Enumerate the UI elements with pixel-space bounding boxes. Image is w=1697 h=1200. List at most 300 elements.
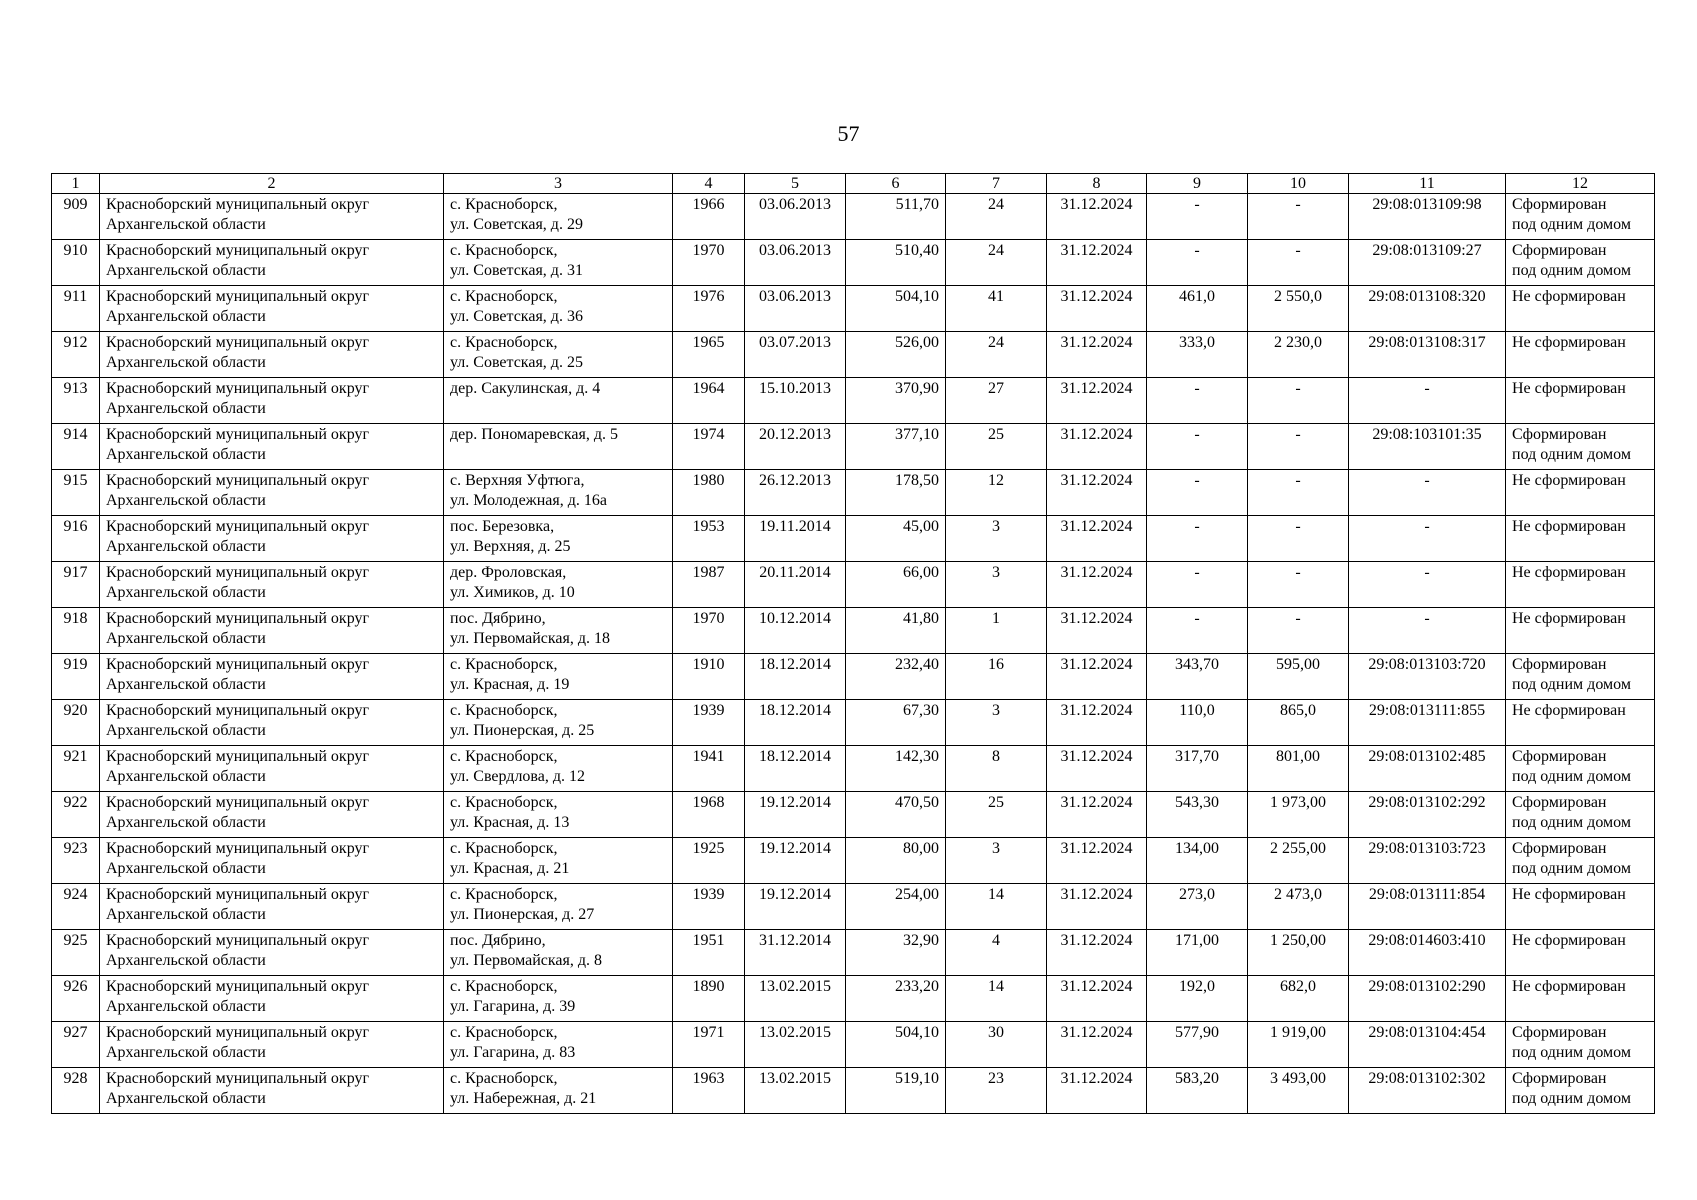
municipality-line: Красноборский муниципальный округ (106, 1070, 370, 1087)
address-cell (444, 930, 673, 976)
address-line: ул. Красная, д. 19 (450, 676, 570, 693)
land-status-cell (1506, 930, 1655, 976)
land-status-cell (1506, 1022, 1655, 1068)
cadastral-number-cell: 29:08:013111:855 (1349, 700, 1506, 746)
municipality-line: Архангельской области (106, 446, 266, 463)
residents-count-cell: 27 (946, 378, 1047, 424)
planned-date-cell: 31.12.2024 (1047, 884, 1147, 930)
planned-date-cell: 31.12.2024 (1047, 424, 1147, 470)
municipality-line: Архангельской области (106, 768, 266, 785)
row-number-cell: 923 (52, 838, 100, 884)
row-number-cell: 917 (52, 562, 100, 608)
year-built-cell: 1965 (673, 332, 745, 378)
municipality-line: Красноборский муниципальный округ (106, 426, 370, 443)
planned-date-cell: 31.12.2024 (1047, 976, 1147, 1022)
cadastral-value-cell: - (1248, 470, 1349, 516)
table-row (52, 746, 1655, 792)
cadastral-value-cell: 595,00 (1248, 654, 1349, 700)
land-status-cell (1506, 608, 1655, 654)
row-number-cell: 927 (52, 1022, 100, 1068)
address-line: ул. Набережная, д. 21 (450, 1090, 597, 1107)
recognition-date-cell: 03.06.2013 (745, 240, 846, 286)
row-number-cell: 918 (52, 608, 100, 654)
address-line: ул. Первомайская, д. 8 (450, 952, 602, 969)
residents-count-cell: 25 (946, 792, 1047, 838)
land-status-cell (1506, 424, 1655, 470)
table-row (52, 194, 1655, 240)
cadastral-number-cell: - (1349, 608, 1506, 654)
municipality-cell (100, 516, 444, 562)
year-built-cell: 1966 (673, 194, 745, 240)
municipality-line: Красноборский муниципальный округ (106, 288, 370, 305)
address-line: ул. Красная, д. 13 (450, 814, 570, 831)
land-status-line: Не сформирован (1512, 518, 1626, 535)
recognition-date-cell: 03.07.2013 (745, 332, 846, 378)
column-header-3: 3 (444, 174, 673, 194)
address-line: ул. Верхняя, д. 25 (450, 538, 571, 555)
recognition-date-cell: 18.12.2014 (745, 746, 846, 792)
year-built-cell: 1910 (673, 654, 745, 700)
cadastral-number-cell: 29:08:013109:98 (1349, 194, 1506, 240)
year-built-cell: 1939 (673, 700, 745, 746)
address-line: с. Красноборск, (450, 1024, 558, 1041)
municipality-cell (100, 608, 444, 654)
cadastral-number-cell: 29:08:013102:302 (1349, 1068, 1506, 1114)
residents-count-cell: 24 (946, 194, 1047, 240)
living-area-cell: 504,10 (846, 286, 946, 332)
address-line: дер. Сакулинская, д. 4 (450, 380, 601, 397)
year-built-cell: 1953 (673, 516, 745, 562)
residents-count-cell: 3 (946, 700, 1047, 746)
cadastral-number-cell: 29:08:013111:854 (1349, 884, 1506, 930)
municipality-cell (100, 240, 444, 286)
recognition-date-cell: 03.06.2013 (745, 194, 846, 240)
address-line: пос. Дябрино, (450, 932, 546, 949)
land-status-cell (1506, 1068, 1655, 1114)
municipality-line: Архангельской области (106, 538, 266, 555)
municipality-line: Красноборский муниципальный округ (106, 932, 370, 949)
table-row (52, 700, 1655, 746)
land-status-line: Не сформирован (1512, 334, 1626, 351)
year-built-cell: 1939 (673, 884, 745, 930)
municipality-line: Красноборский муниципальный округ (106, 242, 370, 259)
municipality-line: Архангельской области (106, 860, 266, 877)
row-number-cell: 925 (52, 930, 100, 976)
land-status-line: Не сформирован (1512, 932, 1626, 949)
cadastral-number-cell: 29:08:014603:410 (1349, 930, 1506, 976)
address-cell (444, 286, 673, 332)
column-header-7: 7 (946, 174, 1047, 194)
land-status-line: Сформирован (1512, 656, 1607, 673)
municipality-line: Красноборский муниципальный округ (106, 564, 370, 581)
planned-date-cell: 31.12.2024 (1047, 930, 1147, 976)
table-row (52, 976, 1655, 1022)
row-number-cell: 915 (52, 470, 100, 516)
land-area-cell: - (1147, 378, 1248, 424)
residents-count-cell: 14 (946, 884, 1047, 930)
land-status-cell (1506, 562, 1655, 608)
cadastral-number-cell: - (1349, 470, 1506, 516)
address-line: ул. Гагарина, д. 83 (450, 1044, 576, 1061)
cadastral-value-cell: - (1248, 424, 1349, 470)
residents-count-cell: 24 (946, 332, 1047, 378)
land-status-cell (1506, 884, 1655, 930)
column-header-12: 12 (1506, 174, 1655, 194)
municipality-cell (100, 792, 444, 838)
year-built-cell: 1941 (673, 746, 745, 792)
year-built-cell: 1951 (673, 930, 745, 976)
row-number-cell: 921 (52, 746, 100, 792)
column-header-5: 5 (745, 174, 846, 194)
recognition-date-cell: 10.12.2014 (745, 608, 846, 654)
table-row (52, 516, 1655, 562)
row-number-cell: 909 (52, 194, 100, 240)
address-line: с. Красноборск, (450, 886, 558, 903)
year-built-cell: 1970 (673, 608, 745, 654)
living-area-cell: 142,30 (846, 746, 946, 792)
year-built-cell: 1963 (673, 1068, 745, 1114)
municipality-cell (100, 470, 444, 516)
column-header-9: 9 (1147, 174, 1248, 194)
land-status-line: Сформирован (1512, 840, 1607, 857)
recognition-date-cell: 13.02.2015 (745, 1068, 846, 1114)
planned-date-cell: 31.12.2024 (1047, 608, 1147, 654)
land-status-line: под одним домом (1512, 1090, 1631, 1107)
recognition-date-cell: 18.12.2014 (745, 700, 846, 746)
land-status-line: Сформирован (1512, 426, 1607, 443)
housing-register-table (51, 173, 1655, 1114)
year-built-cell: 1974 (673, 424, 745, 470)
recognition-date-cell: 13.02.2015 (745, 1022, 846, 1068)
table-row (52, 562, 1655, 608)
recognition-date-cell: 20.11.2014 (745, 562, 846, 608)
land-status-line: Не сформирован (1512, 472, 1626, 489)
cadastral-number-cell: 29:08:013102:292 (1349, 792, 1506, 838)
cadastral-value-cell: 2 255,00 (1248, 838, 1349, 884)
cadastral-value-cell: - (1248, 516, 1349, 562)
residents-count-cell: 3 (946, 516, 1047, 562)
living-area-cell: 32,90 (846, 930, 946, 976)
land-status-line: под одним домом (1512, 676, 1631, 693)
municipality-line: Красноборский муниципальный округ (106, 886, 370, 903)
cadastral-number-cell: 29:08:013102:485 (1349, 746, 1506, 792)
land-status-cell (1506, 240, 1655, 286)
living-area-cell: 504,10 (846, 1022, 946, 1068)
municipality-line: Красноборский муниципальный округ (106, 794, 370, 811)
table-body (52, 194, 1655, 1114)
municipality-line: Красноборский муниципальный округ (106, 978, 370, 995)
table-row (52, 838, 1655, 884)
municipality-cell (100, 378, 444, 424)
address-line: пос. Дябрино, (450, 610, 546, 627)
land-area-cell: - (1147, 424, 1248, 470)
row-number-cell: 926 (52, 976, 100, 1022)
land-area-cell: 192,0 (1147, 976, 1248, 1022)
address-line: ул. Советская, д. 36 (450, 308, 583, 325)
cadastral-value-cell: 3 493,00 (1248, 1068, 1349, 1114)
land-status-line: под одним домом (1512, 446, 1631, 463)
recognition-date-cell: 19.12.2014 (745, 838, 846, 884)
cadastral-value-cell: 2 550,0 (1248, 286, 1349, 332)
address-line: ул. Молодежная, д. 16а (450, 492, 607, 509)
table-row (52, 930, 1655, 976)
cadastral-value-cell: 2 230,0 (1248, 332, 1349, 378)
municipality-cell (100, 562, 444, 608)
cadastral-value-cell: 865,0 (1248, 700, 1349, 746)
row-number-cell: 922 (52, 792, 100, 838)
cadastral-value-cell: 2 473,0 (1248, 884, 1349, 930)
land-status-line: Не сформирован (1512, 886, 1626, 903)
land-area-cell: - (1147, 608, 1248, 654)
address-cell (444, 562, 673, 608)
cadastral-value-cell: 1 919,00 (1248, 1022, 1349, 1068)
land-area-cell: 273,0 (1147, 884, 1248, 930)
municipality-cell (100, 838, 444, 884)
year-built-cell: 1890 (673, 976, 745, 1022)
land-status-cell (1506, 194, 1655, 240)
recognition-date-cell: 26.12.2013 (745, 470, 846, 516)
land-area-cell: 110,0 (1147, 700, 1248, 746)
table-row (52, 424, 1655, 470)
address-cell (444, 608, 673, 654)
column-header-4: 4 (673, 174, 745, 194)
living-area-cell: 67,30 (846, 700, 946, 746)
municipality-line: Красноборский муниципальный округ (106, 518, 370, 535)
municipality-line: Архангельской области (106, 584, 266, 601)
planned-date-cell: 31.12.2024 (1047, 746, 1147, 792)
land-status-cell (1506, 654, 1655, 700)
recognition-date-cell: 03.06.2013 (745, 286, 846, 332)
table-row (52, 608, 1655, 654)
municipality-line: Архангельской области (106, 492, 266, 509)
cadastral-number-cell: 29:08:103101:35 (1349, 424, 1506, 470)
recognition-date-cell: 15.10.2013 (745, 378, 846, 424)
land-status-cell (1506, 470, 1655, 516)
address-cell (444, 838, 673, 884)
land-area-cell: 317,70 (1147, 746, 1248, 792)
planned-date-cell: 31.12.2024 (1047, 700, 1147, 746)
land-status-cell (1506, 838, 1655, 884)
recognition-date-cell: 19.11.2014 (745, 516, 846, 562)
land-status-cell (1506, 516, 1655, 562)
land-area-cell: - (1147, 516, 1248, 562)
municipality-line: Архангельской области (106, 308, 266, 325)
land-area-cell: - (1147, 562, 1248, 608)
address-line: с. Красноборск, (450, 794, 558, 811)
address-cell (444, 746, 673, 792)
address-line: ул. Пионерская, д. 27 (450, 906, 595, 923)
land-area-cell: 333,0 (1147, 332, 1248, 378)
row-number-cell: 912 (52, 332, 100, 378)
page-number: 57 (837, 121, 860, 146)
year-built-cell: 1987 (673, 562, 745, 608)
living-area-cell: 519,10 (846, 1068, 946, 1114)
cadastral-number-cell: - (1349, 378, 1506, 424)
table-row (52, 1068, 1655, 1114)
land-status-line: Сформирован (1512, 1070, 1607, 1087)
municipality-line: Красноборский муниципальный округ (106, 196, 370, 213)
column-header-8: 8 (1047, 174, 1147, 194)
row-number-cell: 911 (52, 286, 100, 332)
land-status-line: Не сформирован (1512, 978, 1626, 995)
address-cell (444, 654, 673, 700)
municipality-line: Архангельской области (106, 1044, 266, 1061)
municipality-cell (100, 194, 444, 240)
recognition-date-cell: 13.02.2015 (745, 976, 846, 1022)
row-number-cell: 920 (52, 700, 100, 746)
address-cell (444, 884, 673, 930)
residents-count-cell: 25 (946, 424, 1047, 470)
municipality-cell (100, 654, 444, 700)
address-cell (444, 516, 673, 562)
municipality-line: Красноборский муниципальный округ (106, 380, 370, 397)
residents-count-cell: 14 (946, 976, 1047, 1022)
table-row (52, 792, 1655, 838)
residents-count-cell: 30 (946, 1022, 1047, 1068)
row-number-cell: 913 (52, 378, 100, 424)
address-line: с. Верхняя Уфтюга, (450, 472, 585, 489)
municipality-cell (100, 286, 444, 332)
cadastral-value-cell: - (1248, 378, 1349, 424)
land-status-line: Не сформирован (1512, 610, 1626, 627)
column-header-11: 11 (1349, 174, 1506, 194)
living-area-cell: 254,00 (846, 884, 946, 930)
cadastral-number-cell: 29:08:013103:720 (1349, 654, 1506, 700)
year-built-cell: 1925 (673, 838, 745, 884)
cadastral-value-cell: - (1248, 194, 1349, 240)
living-area-cell: 233,20 (846, 976, 946, 1022)
address-cell (444, 700, 673, 746)
land-status-line: Сформирован (1512, 196, 1607, 213)
row-number-cell: 914 (52, 424, 100, 470)
living-area-cell: 41,80 (846, 608, 946, 654)
municipality-line: Красноборский муниципальный округ (106, 472, 370, 489)
municipality-line: Красноборский муниципальный округ (106, 656, 370, 673)
living-area-cell: 66,00 (846, 562, 946, 608)
address-line: ул. Советская, д. 31 (450, 262, 583, 279)
cadastral-number-cell: 29:08:013108:317 (1349, 332, 1506, 378)
column-header-6: 6 (846, 174, 946, 194)
address-cell (444, 470, 673, 516)
address-line: ул. Пионерская, д. 25 (450, 722, 595, 739)
municipality-cell (100, 424, 444, 470)
residents-count-cell: 8 (946, 746, 1047, 792)
address-cell (444, 240, 673, 286)
recognition-date-cell: 18.12.2014 (745, 654, 846, 700)
land-status-line: Не сформирован (1512, 288, 1626, 305)
address-line: ул. Химиков, д. 10 (450, 584, 575, 601)
municipality-line: Архангельской области (106, 1090, 266, 1107)
cadastral-number-cell: - (1349, 562, 1506, 608)
municipality-cell (100, 746, 444, 792)
planned-date-cell: 31.12.2024 (1047, 240, 1147, 286)
land-status-cell (1506, 700, 1655, 746)
address-line: ул. Советская, д. 29 (450, 216, 583, 233)
table-row (52, 470, 1655, 516)
residents-count-cell: 1 (946, 608, 1047, 654)
land-area-cell: 134,00 (1147, 838, 1248, 884)
planned-date-cell: 31.12.2024 (1047, 286, 1147, 332)
address-cell (444, 1068, 673, 1114)
address-cell (444, 976, 673, 1022)
municipality-cell (100, 332, 444, 378)
address-line: с. Красноборск, (450, 748, 558, 765)
land-status-cell (1506, 332, 1655, 378)
municipality-cell (100, 700, 444, 746)
cadastral-number-cell: 29:08:013103:723 (1349, 838, 1506, 884)
land-status-line: Сформирован (1512, 1024, 1607, 1041)
living-area-cell: 370,90 (846, 378, 946, 424)
municipality-line: Архангельской области (106, 906, 266, 923)
cadastral-value-cell: - (1248, 562, 1349, 608)
cadastral-number-cell: 29:08:013109:27 (1349, 240, 1506, 286)
table-header (52, 174, 1655, 194)
living-area-cell: 80,00 (846, 838, 946, 884)
row-number-cell: 928 (52, 1068, 100, 1114)
year-built-cell: 1971 (673, 1022, 745, 1068)
planned-date-cell: 31.12.2024 (1047, 194, 1147, 240)
cadastral-value-cell: 1 250,00 (1248, 930, 1349, 976)
planned-date-cell: 31.12.2024 (1047, 516, 1147, 562)
land-area-cell: 583,20 (1147, 1068, 1248, 1114)
land-status-line: под одним домом (1512, 1044, 1631, 1061)
municipality-cell (100, 976, 444, 1022)
address-line: с. Красноборск, (450, 334, 558, 351)
land-area-cell: 343,70 (1147, 654, 1248, 700)
land-status-line: под одним домом (1512, 860, 1631, 877)
address-line: ул. Первомайская, д. 18 (450, 630, 610, 647)
recognition-date-cell: 19.12.2014 (745, 884, 846, 930)
land-status-line: Не сформирован (1512, 564, 1626, 581)
row-number-cell: 924 (52, 884, 100, 930)
land-area-cell: - (1147, 194, 1248, 240)
municipality-line: Красноборский муниципальный округ (106, 334, 370, 351)
year-built-cell: 1976 (673, 286, 745, 332)
land-status-line: под одним домом (1512, 216, 1631, 233)
planned-date-cell: 31.12.2024 (1047, 378, 1147, 424)
living-area-cell: 510,40 (846, 240, 946, 286)
planned-date-cell: 31.12.2024 (1047, 470, 1147, 516)
land-status-cell (1506, 378, 1655, 424)
table-row (52, 332, 1655, 378)
address-line: с. Красноборск, (450, 978, 558, 995)
living-area-cell: 377,10 (846, 424, 946, 470)
address-line: с. Красноборск, (450, 702, 558, 719)
address-line: ул. Свердлова, д. 12 (450, 768, 586, 785)
table-row (52, 1022, 1655, 1068)
residents-count-cell: 41 (946, 286, 1047, 332)
living-area-cell: 45,00 (846, 516, 946, 562)
row-number-cell: 910 (52, 240, 100, 286)
municipality-line: Архангельской области (106, 952, 266, 969)
residents-count-cell: 3 (946, 838, 1047, 884)
municipality-line: Архангельской области (106, 400, 266, 417)
address-line: с. Красноборск, (450, 840, 558, 857)
address-line: с. Красноборск, (450, 656, 558, 673)
header-row (52, 174, 1655, 194)
living-area-cell: 232,40 (846, 654, 946, 700)
address-line: пос. Березовка, (450, 518, 555, 535)
municipality-line: Архангельской области (106, 814, 266, 831)
table-row (52, 240, 1655, 286)
land-area-cell: - (1147, 470, 1248, 516)
municipality-line: Архангельской области (106, 216, 266, 233)
address-line: дер. Фроловская, (450, 564, 567, 581)
land-status-cell (1506, 792, 1655, 838)
residents-count-cell: 4 (946, 930, 1047, 976)
table-row (52, 286, 1655, 332)
municipality-line: Архангельской области (106, 354, 266, 371)
